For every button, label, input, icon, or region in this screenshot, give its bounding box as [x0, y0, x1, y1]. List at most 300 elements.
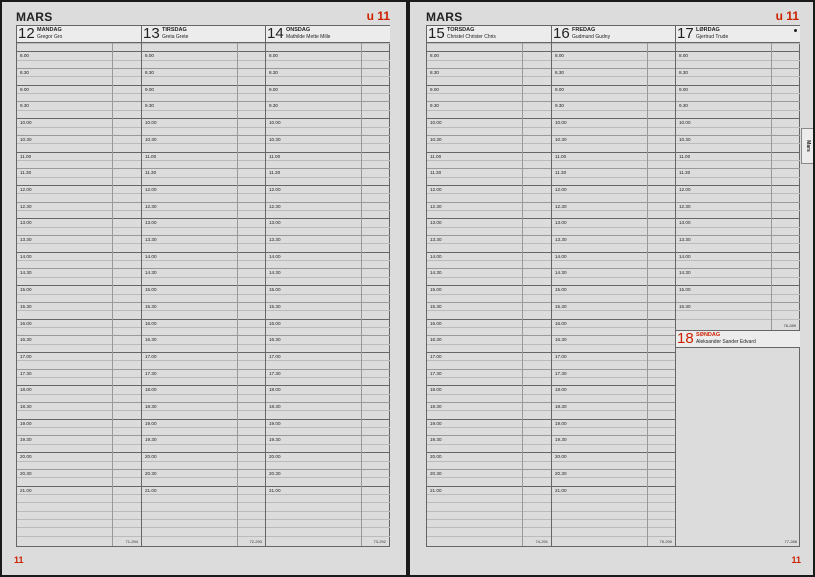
time-slot[interactable] — [266, 511, 390, 519]
time-slot[interactable] — [266, 360, 390, 368]
time-slot[interactable] — [142, 76, 266, 84]
time-slot[interactable] — [552, 85, 676, 93]
time-slot[interactable] — [142, 127, 266, 135]
time-slot[interactable] — [17, 185, 141, 193]
time-slot[interactable] — [552, 435, 676, 443]
time-slot[interactable] — [427, 494, 551, 502]
time-slot[interactable] — [552, 519, 676, 527]
time-slot[interactable] — [676, 294, 800, 302]
time-slot[interactable] — [676, 185, 800, 193]
time-slot[interactable] — [142, 360, 266, 368]
time-slot[interactable] — [17, 536, 141, 544]
time-slot[interactable] — [142, 427, 266, 435]
time-slot[interactable] — [266, 135, 390, 143]
time-slot[interactable] — [266, 486, 390, 494]
time-slot[interactable] — [266, 51, 390, 59]
time-slot[interactable] — [552, 427, 676, 435]
time-slot[interactable] — [142, 93, 266, 101]
time-slot[interactable] — [427, 93, 551, 101]
time-slot[interactable] — [427, 444, 551, 452]
time-slot[interactable] — [266, 444, 390, 452]
time-slot[interactable] — [427, 294, 551, 302]
time-slot[interactable] — [552, 536, 676, 544]
time-slot[interactable] — [266, 344, 390, 352]
time-slot[interactable] — [676, 43, 800, 51]
time-slot[interactable] — [266, 536, 390, 544]
time-slot[interactable] — [552, 143, 676, 151]
time-slot[interactable] — [266, 60, 390, 68]
time-slot[interactable] — [142, 177, 266, 185]
time-slot[interactable] — [17, 511, 141, 519]
time-slot[interactable] — [266, 310, 390, 318]
time-slot[interactable] — [552, 477, 676, 485]
time-slot[interactable] — [676, 85, 800, 93]
time-slot[interactable] — [266, 369, 390, 377]
time-slot[interactable] — [142, 110, 266, 118]
time-slot[interactable] — [17, 494, 141, 502]
time-slot[interactable] — [266, 152, 390, 160]
time-slot[interactable] — [427, 419, 551, 427]
time-slot[interactable] — [427, 344, 551, 352]
time-slot[interactable] — [17, 193, 141, 201]
time-slot[interactable] — [552, 177, 676, 185]
time-slot[interactable] — [427, 452, 551, 460]
time-slot[interactable] — [427, 435, 551, 443]
time-slot[interactable] — [427, 160, 551, 168]
time-slot[interactable] — [676, 168, 800, 176]
time-slot[interactable] — [142, 252, 266, 260]
time-slot[interactable] — [266, 93, 390, 101]
time-slot[interactable] — [552, 486, 676, 494]
time-slot[interactable] — [17, 218, 141, 226]
time-slot[interactable] — [142, 486, 266, 494]
time-slot[interactable] — [142, 452, 266, 460]
time-slot[interactable] — [676, 60, 800, 68]
time-slot[interactable] — [427, 268, 551, 276]
time-slot[interactable] — [17, 43, 141, 51]
time-slot[interactable] — [552, 168, 676, 176]
time-slot[interactable] — [142, 519, 266, 527]
time-slot[interactable] — [142, 527, 266, 535]
time-slot[interactable] — [552, 344, 676, 352]
time-slot[interactable] — [427, 43, 551, 51]
time-slot[interactable] — [142, 68, 266, 76]
time-slot[interactable] — [552, 402, 676, 410]
time-slot[interactable] — [17, 268, 141, 276]
time-slot[interactable] — [427, 135, 551, 143]
time-slot[interactable] — [676, 51, 800, 59]
time-slot[interactable] — [142, 285, 266, 293]
time-slot[interactable] — [142, 118, 266, 126]
time-slot[interactable] — [427, 252, 551, 260]
time-slot[interactable] — [17, 68, 141, 76]
time-slot[interactable] — [676, 68, 800, 76]
time-slot[interactable] — [552, 494, 676, 502]
time-slot[interactable] — [427, 218, 551, 226]
time-slot[interactable] — [266, 85, 390, 93]
time-slot[interactable] — [17, 369, 141, 377]
time-slot[interactable] — [266, 335, 390, 343]
time-slot[interactable] — [17, 469, 141, 477]
time-slot[interactable] — [142, 277, 266, 285]
time-slot[interactable] — [266, 452, 390, 460]
time-slot[interactable] — [266, 143, 390, 151]
time-slot[interactable] — [676, 202, 800, 210]
time-slot[interactable] — [266, 193, 390, 201]
time-slot[interactable] — [266, 352, 390, 360]
time-slot[interactable] — [266, 461, 390, 469]
time-slot[interactable] — [17, 51, 141, 59]
time-slot[interactable] — [552, 377, 676, 385]
time-slot[interactable] — [552, 185, 676, 193]
time-slot[interactable] — [552, 76, 676, 84]
time-slot[interactable] — [427, 85, 551, 93]
time-slot[interactable] — [142, 210, 266, 218]
time-slot[interactable] — [427, 369, 551, 377]
time-slot[interactable] — [17, 527, 141, 535]
time-slot[interactable] — [17, 243, 141, 251]
time-slot[interactable] — [427, 260, 551, 268]
time-slot[interactable] — [142, 494, 266, 502]
time-slot[interactable] — [17, 177, 141, 185]
time-slot[interactable] — [266, 385, 390, 393]
time-slot[interactable] — [142, 152, 266, 160]
time-slot[interactable] — [552, 285, 676, 293]
time-slot[interactable] — [552, 410, 676, 418]
month-tab[interactable] — [801, 128, 813, 164]
time-slot[interactable] — [266, 127, 390, 135]
time-slot[interactable] — [552, 511, 676, 519]
time-slot[interactable] — [142, 168, 266, 176]
time-slot[interactable] — [427, 243, 551, 251]
time-slot[interactable] — [676, 152, 800, 160]
time-slot[interactable] — [427, 335, 551, 343]
time-slot[interactable] — [676, 135, 800, 143]
time-slot[interactable] — [676, 243, 800, 251]
time-slot[interactable] — [266, 202, 390, 210]
time-slot[interactable] — [17, 335, 141, 343]
time-slot[interactable] — [17, 444, 141, 452]
time-slot[interactable] — [17, 168, 141, 176]
time-slot[interactable] — [17, 486, 141, 494]
time-slot[interactable] — [552, 227, 676, 235]
time-slot[interactable] — [427, 202, 551, 210]
time-slot[interactable] — [17, 452, 141, 460]
time-slot[interactable] — [266, 252, 390, 260]
time-slot[interactable] — [142, 344, 266, 352]
time-slot[interactable] — [142, 310, 266, 318]
time-slot[interactable] — [266, 377, 390, 385]
time-slot[interactable] — [552, 302, 676, 310]
time-slot[interactable] — [427, 118, 551, 126]
time-slot[interactable] — [17, 377, 141, 385]
time-slot[interactable] — [266, 419, 390, 427]
time-slot[interactable] — [266, 302, 390, 310]
time-slot[interactable] — [266, 268, 390, 276]
time-slot[interactable] — [266, 185, 390, 193]
time-slot[interactable] — [427, 101, 551, 109]
time-slot[interactable] — [142, 235, 266, 243]
time-slot[interactable] — [142, 60, 266, 68]
time-slot[interactable] — [552, 210, 676, 218]
time-slot[interactable] — [17, 252, 141, 260]
time-slot[interactable] — [266, 410, 390, 418]
time-slot[interactable] — [17, 519, 141, 527]
time-slot[interactable] — [427, 235, 551, 243]
time-slot[interactable] — [552, 369, 676, 377]
time-slot[interactable] — [552, 101, 676, 109]
time-slot[interactable] — [427, 402, 551, 410]
time-slot[interactable] — [676, 118, 800, 126]
time-slot[interactable] — [676, 193, 800, 201]
time-slot[interactable] — [676, 235, 800, 243]
time-slot[interactable] — [676, 277, 800, 285]
time-slot[interactable] — [266, 101, 390, 109]
time-slot[interactable] — [17, 360, 141, 368]
time-slot[interactable] — [17, 352, 141, 360]
time-slot[interactable] — [552, 461, 676, 469]
time-slot[interactable] — [427, 360, 551, 368]
time-slot[interactable] — [266, 277, 390, 285]
time-slot[interactable] — [142, 327, 266, 335]
time-slot[interactable] — [266, 285, 390, 293]
time-slot[interactable] — [552, 127, 676, 135]
time-slot[interactable] — [427, 76, 551, 84]
time-slot[interactable] — [676, 218, 800, 226]
time-slot[interactable] — [427, 152, 551, 160]
time-slot[interactable] — [142, 402, 266, 410]
time-slot[interactable] — [427, 185, 551, 193]
time-slot[interactable] — [552, 310, 676, 318]
time-slot[interactable] — [552, 160, 676, 168]
time-slot[interactable] — [552, 60, 676, 68]
time-slot[interactable] — [17, 260, 141, 268]
time-slot[interactable] — [17, 93, 141, 101]
time-slot[interactable] — [266, 527, 390, 535]
time-slot[interactable] — [552, 118, 676, 126]
time-slot[interactable] — [552, 527, 676, 535]
time-slot[interactable] — [17, 210, 141, 218]
time-slot[interactable] — [266, 218, 390, 226]
time-slot[interactable] — [142, 444, 266, 452]
time-slot[interactable] — [142, 419, 266, 427]
time-slot[interactable] — [552, 352, 676, 360]
time-slot[interactable] — [266, 260, 390, 268]
time-slot[interactable] — [552, 110, 676, 118]
time-slot[interactable] — [17, 327, 141, 335]
time-slot[interactable] — [427, 319, 551, 327]
time-slot[interactable] — [142, 352, 266, 360]
time-slot[interactable] — [142, 302, 266, 310]
time-slot[interactable] — [676, 101, 800, 109]
time-slot[interactable] — [142, 202, 266, 210]
time-slot[interactable] — [552, 202, 676, 210]
time-slot[interactable] — [427, 410, 551, 418]
time-slot[interactable] — [676, 268, 800, 276]
time-slot[interactable] — [17, 394, 141, 402]
time-slot[interactable] — [552, 335, 676, 343]
time-slot[interactable] — [142, 319, 266, 327]
time-slot[interactable] — [427, 536, 551, 544]
time-slot[interactable] — [676, 210, 800, 218]
time-slot[interactable] — [266, 168, 390, 176]
time-slot[interactable] — [142, 469, 266, 477]
time-slot[interactable] — [17, 143, 141, 151]
time-slot[interactable] — [266, 110, 390, 118]
time-slot[interactable] — [427, 177, 551, 185]
time-slot[interactable] — [17, 427, 141, 435]
time-slot[interactable] — [427, 477, 551, 485]
time-slot[interactable] — [427, 310, 551, 318]
time-slot[interactable] — [142, 477, 266, 485]
time-slot[interactable] — [142, 502, 266, 510]
time-slot[interactable] — [427, 127, 551, 135]
time-slot[interactable] — [266, 76, 390, 84]
time-slot[interactable] — [552, 452, 676, 460]
time-slot[interactable] — [676, 310, 800, 318]
time-slot[interactable] — [142, 101, 266, 109]
time-slot[interactable] — [676, 252, 800, 260]
time-slot[interactable] — [266, 394, 390, 402]
time-slot[interactable] — [142, 218, 266, 226]
time-slot[interactable] — [266, 402, 390, 410]
time-slot[interactable] — [17, 285, 141, 293]
time-slot[interactable] — [552, 469, 676, 477]
time-slot[interactable] — [17, 419, 141, 427]
time-slot[interactable] — [552, 360, 676, 368]
time-slot[interactable] — [427, 277, 551, 285]
time-slot[interactable] — [266, 427, 390, 435]
time-slot[interactable] — [676, 319, 800, 327]
time-slot[interactable] — [676, 143, 800, 151]
time-slot[interactable] — [552, 502, 676, 510]
time-slot[interactable] — [142, 536, 266, 544]
time-slot[interactable] — [142, 369, 266, 377]
time-slot[interactable] — [266, 68, 390, 76]
time-slot[interactable] — [142, 511, 266, 519]
time-slot[interactable] — [427, 377, 551, 385]
time-slot[interactable] — [142, 394, 266, 402]
time-slot[interactable] — [676, 285, 800, 293]
time-slot[interactable] — [427, 469, 551, 477]
time-slot[interactable] — [427, 519, 551, 527]
time-slot[interactable] — [427, 352, 551, 360]
time-slot[interactable] — [17, 235, 141, 243]
time-slot[interactable] — [427, 210, 551, 218]
time-slot[interactable] — [552, 294, 676, 302]
time-slot[interactable] — [552, 235, 676, 243]
time-slot[interactable] — [427, 461, 551, 469]
time-slot[interactable] — [427, 143, 551, 151]
time-slot[interactable] — [552, 135, 676, 143]
time-slot[interactable] — [552, 277, 676, 285]
time-slot[interactable] — [17, 85, 141, 93]
time-slot[interactable] — [266, 435, 390, 443]
time-slot[interactable] — [552, 252, 676, 260]
time-slot[interactable] — [17, 502, 141, 510]
time-slot[interactable] — [427, 227, 551, 235]
time-slot[interactable] — [676, 76, 800, 84]
time-slot[interactable] — [142, 193, 266, 201]
time-slot[interactable] — [552, 327, 676, 335]
time-slot[interactable] — [142, 85, 266, 93]
time-slot[interactable] — [266, 118, 390, 126]
time-slot[interactable] — [676, 227, 800, 235]
time-slot[interactable] — [17, 461, 141, 469]
time-slot[interactable] — [266, 469, 390, 477]
time-slot[interactable] — [17, 277, 141, 285]
time-slot[interactable] — [427, 394, 551, 402]
time-slot[interactable] — [427, 302, 551, 310]
time-slot[interactable] — [142, 160, 266, 168]
time-slot[interactable] — [427, 385, 551, 393]
time-slot[interactable] — [676, 127, 800, 135]
time-slot[interactable] — [266, 494, 390, 502]
time-slot[interactable] — [552, 243, 676, 251]
time-slot[interactable] — [17, 344, 141, 352]
time-slot[interactable] — [142, 435, 266, 443]
time-slot[interactable] — [17, 435, 141, 443]
time-slot[interactable] — [427, 511, 551, 519]
time-slot[interactable] — [142, 43, 266, 51]
time-slot[interactable] — [142, 410, 266, 418]
time-slot[interactable] — [266, 43, 390, 51]
time-slot[interactable] — [142, 377, 266, 385]
time-slot[interactable] — [552, 51, 676, 59]
time-slot[interactable] — [17, 402, 141, 410]
time-slot[interactable] — [17, 135, 141, 143]
time-slot[interactable] — [266, 477, 390, 485]
time-slot[interactable] — [17, 110, 141, 118]
time-slot[interactable] — [552, 152, 676, 160]
time-slot[interactable] — [552, 43, 676, 51]
time-slot[interactable] — [552, 444, 676, 452]
time-slot[interactable] — [142, 227, 266, 235]
time-slot[interactable] — [142, 461, 266, 469]
time-slot[interactable] — [266, 327, 390, 335]
time-slot[interactable] — [676, 160, 800, 168]
time-slot[interactable] — [427, 51, 551, 59]
time-slot[interactable] — [427, 327, 551, 335]
time-slot[interactable] — [427, 527, 551, 535]
time-slot[interactable] — [266, 319, 390, 327]
time-slot[interactable] — [17, 319, 141, 327]
time-slot[interactable] — [266, 210, 390, 218]
time-slot[interactable] — [17, 101, 141, 109]
time-slot[interactable] — [142, 143, 266, 151]
time-slot[interactable] — [17, 60, 141, 68]
time-slot[interactable] — [17, 152, 141, 160]
time-slot[interactable] — [676, 110, 800, 118]
time-slot[interactable] — [676, 302, 800, 310]
time-slot[interactable] — [427, 60, 551, 68]
time-slot[interactable] — [427, 68, 551, 76]
time-slot[interactable] — [17, 227, 141, 235]
time-slot[interactable] — [17, 385, 141, 393]
time-slot[interactable] — [552, 93, 676, 101]
time-slot[interactable] — [17, 302, 141, 310]
time-slot[interactable] — [266, 502, 390, 510]
time-slot[interactable] — [676, 177, 800, 185]
time-slot[interactable] — [17, 118, 141, 126]
time-slot[interactable] — [552, 268, 676, 276]
time-slot[interactable] — [17, 127, 141, 135]
time-slot[interactable] — [17, 477, 141, 485]
time-slot[interactable] — [17, 294, 141, 302]
time-slot[interactable] — [142, 243, 266, 251]
time-slot[interactable] — [552, 319, 676, 327]
time-slot[interactable] — [142, 268, 266, 276]
